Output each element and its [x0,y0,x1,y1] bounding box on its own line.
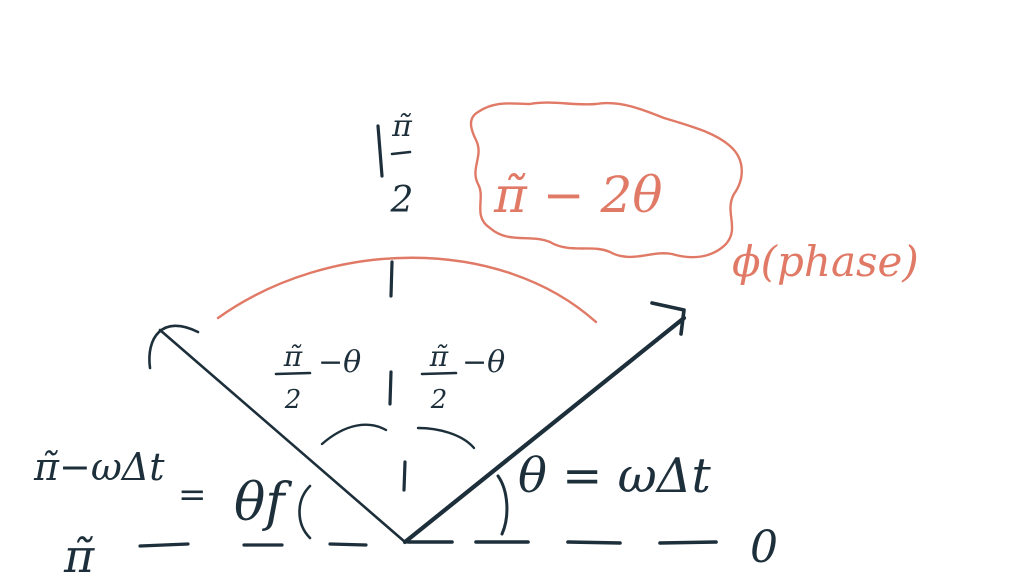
top-pi-label: π̃ [392,109,412,144]
phase-name-label: ϕ(phase) [732,237,919,286]
left-angle-label: π̃−ωΔt [34,445,165,489]
angle-arc-left [322,425,386,444]
axis-dash [330,544,366,545]
axis-dash [660,542,716,543]
theta-equals-omega-delta-t-label: θ = ωΔt [518,448,711,504]
left-theta-f-label: θf [234,473,285,533]
axis-dash [568,542,620,543]
right-fraction-tail: −θ [462,345,506,380]
phase-arc [218,258,596,322]
left-ray-arrowhead [149,326,198,368]
left-fraction-tail: −θ [318,345,362,380]
left-equals-sign: = [178,475,207,515]
axis-dash [140,544,188,546]
top-left-stroke [378,126,382,176]
left-fraction-bar [276,373,310,374]
right-fraction-numerator: π̃ [429,340,449,373]
phase-expression: π̃ − 2θ [494,166,663,224]
axis-left-pi-label: π̃ [64,529,95,582]
vertical-tick-middle [390,372,391,404]
left-fraction-numerator: π̃ [283,340,303,373]
angle-arc-right [418,428,474,448]
left-fraction-denominator: 2 [284,385,302,415]
right-fraction-denominator: 2 [430,385,448,415]
angle-arc-theta [498,476,507,534]
axis-right-zero-label: 0 [750,522,778,573]
top-denominator-label: 2 [390,180,414,221]
angle-arc-left-theta-f [300,486,311,538]
vertical-tick-top [391,262,392,296]
vertical-tick-bottom [404,462,405,490]
right-fraction-bar [422,373,456,374]
top-fraction-bar [392,152,410,154]
